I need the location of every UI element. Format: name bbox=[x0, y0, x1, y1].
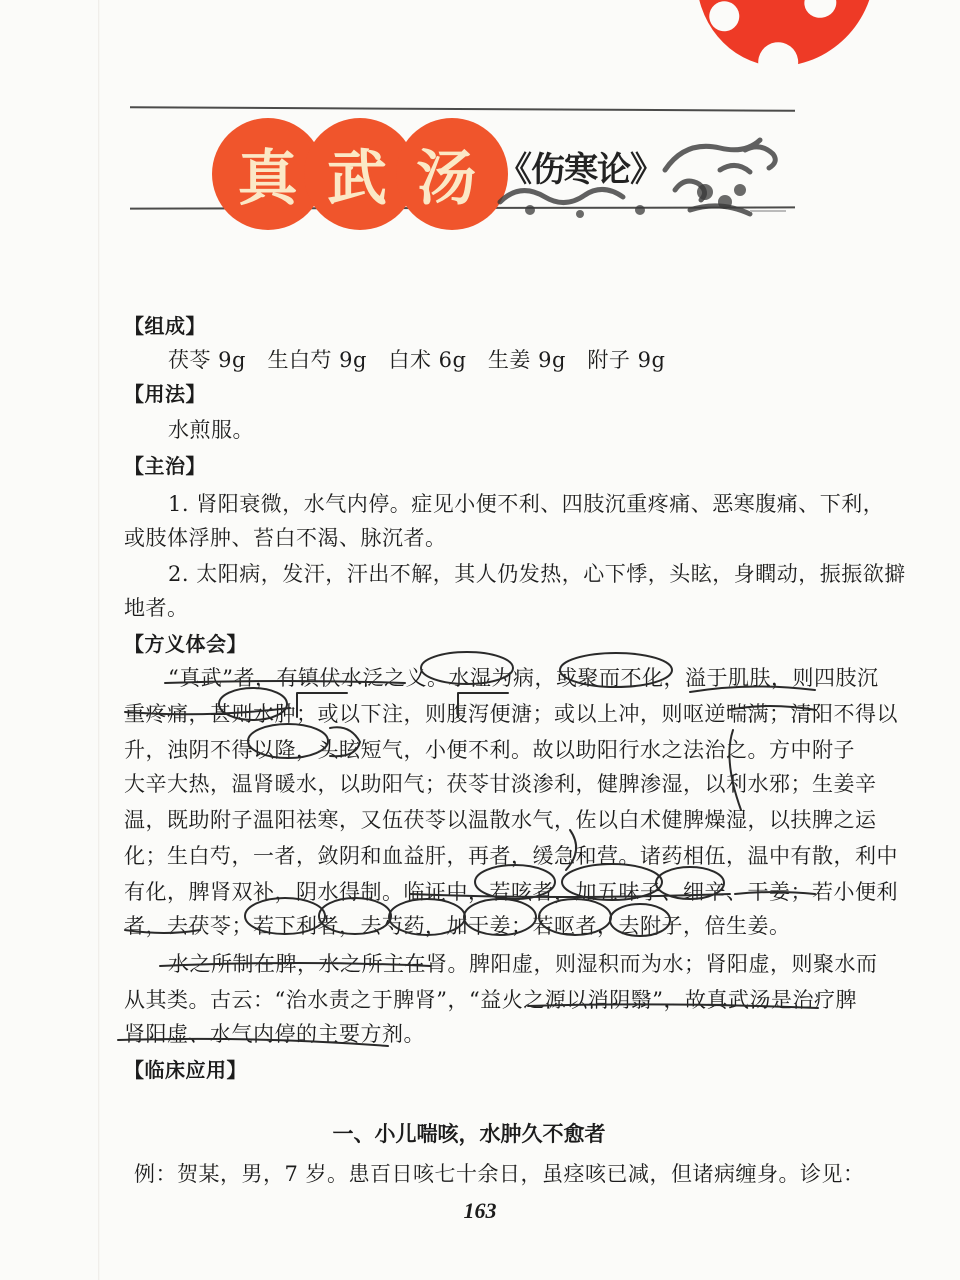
interpretation-line: “真武”者，有镇伏水泛之义。水湿为病，或聚而不化，溢于肌肤，则四肢沉 bbox=[168, 666, 879, 690]
interpretation-line: 肾阳虚、水气内停的主要方剂。 bbox=[124, 1022, 425, 1046]
interpretation-line: 大辛大热，温肾暖水，以助阳气；茯苓甘淡渗利，健脾渗湿，以利水邪；生姜辛 bbox=[124, 772, 877, 796]
sticker-hole bbox=[756, 40, 801, 85]
section-heading-interpretation: 【方义体会】 bbox=[124, 632, 247, 656]
interpretation-line: 升，浊阴不得以降，头眩短气，小便不利。故以助阳行水之法治之。方中附子 bbox=[124, 738, 855, 762]
usage-text: 水煎服。 bbox=[168, 418, 254, 442]
interpretation-line: 重疼痛，甚则水肿；或以下注，则腹泻便溏；或以上冲，则呕逆喘满；清阳不得以 bbox=[124, 702, 898, 726]
bleed-through-text bbox=[124, 258, 670, 285]
interpretation-line: 水之所制在脾，水之所主在肾。脾阳虚，则湿积而为水；肾阳虚，则聚水而 bbox=[168, 952, 878, 976]
source-book-title: 《伤寒论》 bbox=[498, 150, 663, 190]
section-heading-usage: 【用法】 bbox=[124, 382, 206, 406]
indication-line: 1. 肾阳衰微，水气内停。症见小便不利、四肢沉重疼痛、恶寒腹痛、下利， bbox=[168, 492, 885, 516]
interpretation-line: 有化，脾肾双补，阴水得制。临证中，若咳者，加五味子、细辛、干姜；若小便利 bbox=[124, 880, 898, 904]
page-number: 163 bbox=[463, 1198, 497, 1223]
page-gutter-shadow bbox=[98, 0, 100, 1280]
section-heading-indications: 【主治】 bbox=[124, 454, 206, 478]
interpretation-line: 者，去茯苓；若下利者，去芍药，加干姜；若呕者，去附子，倍生姜。 bbox=[124, 914, 791, 938]
page-title bbox=[212, 118, 508, 230]
case-heading: 一、小儿喘咳，水肿久不愈者 bbox=[332, 1122, 606, 1146]
ingredient-list: 茯苓 9g 生白芍 9g 白术 6g 生姜 9g 附子 9g bbox=[168, 348, 666, 372]
indication-line: 2. 太阳病，发汗，汗出不解，其人仍发热，心下悸，头眩，身瞤动，振振欲擗 bbox=[168, 562, 906, 586]
sticker-hole bbox=[707, 0, 741, 33]
interpretation-line: 从其类。古云：“治水责之于脾肾”，“益火之源以消阴翳”，故真武汤是治疗脾 bbox=[124, 988, 857, 1012]
sticker-hole bbox=[802, 0, 838, 20]
title-badge bbox=[212, 118, 508, 230]
section-heading-clinical: 【临床应用】 bbox=[124, 1058, 247, 1082]
title-rule-top bbox=[130, 106, 795, 111]
title-char: 武 bbox=[326, 144, 393, 214]
indication-line: 地者。 bbox=[124, 596, 189, 620]
case-text: 例：贺某，男，7 岁。患百日咳七十余日，虽痉咳已减，但诸病缠身。诊见： bbox=[134, 1162, 865, 1186]
interpretation-line: 温，既助附子温阳祛寒，又伍茯苓以温散水气，佐以白术健脾燥湿，以扶脾之运 bbox=[124, 808, 877, 832]
red-decorative-sticker bbox=[692, 0, 888, 77]
title-char: 真 bbox=[237, 144, 304, 214]
indication-line: 或肢体浮肿、苔白不渴、脉沉者。 bbox=[124, 526, 447, 550]
title-char: 汤 bbox=[416, 144, 483, 214]
section-heading-composition: 【组成】 bbox=[124, 314, 206, 338]
interpretation-line: 化；生白芍，一者，敛阴和血益肝，再者，缓急和营。诸药相伍，温中有散，利中 bbox=[124, 844, 898, 868]
